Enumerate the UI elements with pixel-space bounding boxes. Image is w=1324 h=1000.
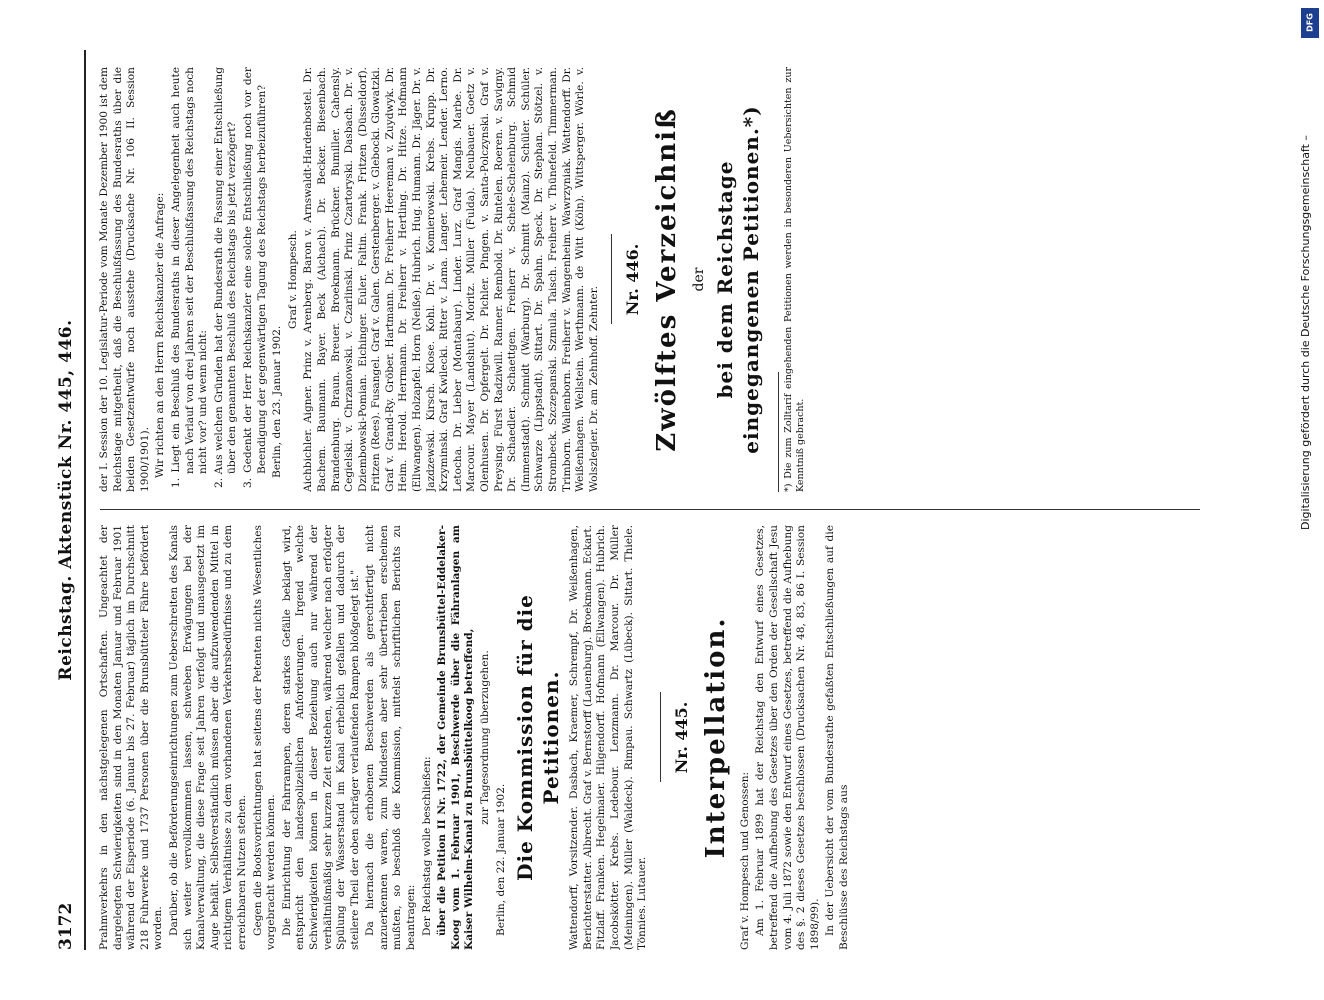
paragraph: Da hiernach die erhobenen Beschwerden als gerechtfertigt nicht anzuerkennen waren, zum Mindesten aber sehr übertrieben erscheinen mußten, so beschloß die Kommission, mittelst schriftlichen Berichts zu beantragen: xyxy=(364,525,418,950)
dfg-logo-text: DFG xyxy=(1305,13,1315,32)
paragraph: Gegen die Bootsvorrichtungen hat seitens der Petenten nichts Wesentliches vorgebracht werden können. xyxy=(251,525,278,950)
question-item: 3. Gedenkt der Herr Reichskanzler eine solche Entschließung noch vor der Beendigung der gegenwärtigen Tagung des Reichstags herbeizuführen? xyxy=(241,67,268,488)
section-heading: Zwölftes Verzeichniß xyxy=(652,107,683,452)
document-number: Nr. 445. xyxy=(671,701,691,774)
digitization-credit: Digitalisierung gefördert durch die Deutsche Forschungsgemeinschaft – xyxy=(1299,135,1312,530)
signer: Graf v. Hompesch. xyxy=(286,230,299,329)
motion-text: über die Petition II Nr. 1722, der Gemeinde Brunsbüttel-Eddelaker-Koog vom 1. Februar 1901, Beschwerde über die Fähranlagen am Kaiser Wilhelm-Kanal zu Brunsbüttelkoog betreffend, xyxy=(436,525,476,950)
rotated-page-content xyxy=(50,50,1290,950)
signatories: Aichbichler. Aigner. Prinz v. Arenberg. Baron v. Arnswaldt-Hardenbostel. Dr. Bachem. Baumann. Bayer. Beck (Aichach). Dr. Becker. Biesenbach. Brandenburg. Braun. Breuer. Broekmann. Brückner. Bumiller. Cahensly. Cegielski. v. Chrzanowski. v. Czarlinski. Prinz Czartoryski. Dasbach. Dr. v. Dziembowski-Pomian. Eichinger. Euler. Faltin. Frank. Fritzen (Düsseldorf). Fritzen (Rees). Fusangel. Graf v. Galen. Gerstenberger. v. Glebocki. Glowatzki. Graf v. Grand-Ry. Gröber. Hartmann. Dr. Freiherr Heereman v. Zuydwyk. Dr. Heim. Herold. Herrmann. Dr. Freiherr v. Hertling. Dr. Hitze. Hofmann (Ellwangen). Holzapfel. Horn (Neiße). Hubrich. Hug. Humann. Dr. Jäger. Dr. v. Jazdzewski. Kirsch. Klose. Kohl. Dr. v. Komierowski. Krebs. Krupp. Dr. Krzyminski. Graf Kwilecki. Ritter v. Lama. Langer. Lehemeir. Lender. Lerno. Letocha. Dr. Lieber (Montabaur). Linder. Lurz. Graf Mangis. Marbe. Dr. Marcour. Mayer (Landshut). Moritz. Müller (Fulda). Neubauer. Goetz v. Olenhusen. Dr. Opfergelt. Dr. Pichler. Pingen. v. Santa-Polczynski. Graf v. Preysing. Fürst Radziwill. Ranner. Rembold. Dr. Rintelen. Roeren. v. Savigny. Dr. Schaedler. Schaettgen. Freiherr v. Schele-Schelenburg. Schmid (Immenstadt). Schmidt (Warburg). Dr. Schmitt (Mainz). Schüler. Schüler. Schwarze (Lippstadt). Sittart. Dr. Spahn. Speck. Dr. Stephan. Stötzel. v. Strombeck. Szczepanski. Szmula. Taisch. Freiherr v. Thünefeld. Timmerman. Trimborn. Wallenborn. Freiherr v. Wangenheim. Wawrzyniak. Wattendorff. Dr. Weißenhagen. Wellstein. Werthmann. de Witt (Köln). Wittsperger. Wörle. v. Wolszlegier. Dr. am Zehnhoff. Zehnter. xyxy=(302,67,600,492)
paragraph: Darüber, ob die Beförderungseinrichtungen zum Ueberschreiten des Kanals sich weiter vervollkommnen lassen, schweben Erwägungen bei der Kanalverwaltung, die diese Frage seit Jahren verfolgt und unausgesetzt im Auge behält. Selbstverständlich müssen aber die aufzuwendenden Mittel in richtigem Verhältnisse zu dem vorhandenen Verkehrsbedürfnisse und zu dem erreichbaren Nutzen stehen. xyxy=(167,525,248,950)
question-list xyxy=(170,67,269,492)
paragraph: In der Uebersicht der vom Bundesrathe gefaßten Entschließungen auf die Beschlüsse des Reichstags aus xyxy=(824,525,850,950)
motion-conclusion: zur Tagesordnung überzugehen. xyxy=(479,650,492,825)
page-number: 3172 xyxy=(56,902,76,950)
commission-members: Wattendorff, Vorsitzender. Dasbach, Kraemer, Schrempf, Dr. Weißenhagen, Berichterstatter. Albrecht. Graf v. Bernstorff (Lauenburg). Broekmann. Eckart. Fitzlaff. Franken. Hegelmaier. Hilgendorff. Hofmann (Ellwangen). Hubrich. Jacobskötter. Krebs. Ledebour. Lenzmann. Dr. Marcour. Dr. Müller (Meiningen). Müller (Waldeck). Rimpau. Schwartz (Lübeck). Sittart. Thiele. Tönnies. Lutauer. xyxy=(568,525,649,950)
heading-connector: der xyxy=(691,267,708,292)
interpellation-author: Graf v. Hompesch und Genossen: xyxy=(738,771,751,950)
paragraph: Wir richten an den Herrn Reichskanzler die Anfrage: xyxy=(154,192,167,478)
right-column xyxy=(98,67,1288,492)
commission-title: Die Kommission für die Petitionen. xyxy=(513,594,564,881)
section-rule xyxy=(660,693,661,783)
column-separator xyxy=(100,509,1200,510)
footnote-rule xyxy=(778,372,779,492)
question-item: 2. Aus welchen Gründen hat der Bundesrath die Fassung einer Entschließung über den genannten Beschluß des Reichstags bis jetzt verzögert? xyxy=(212,67,239,488)
left-column xyxy=(98,525,1288,950)
paragraph: der I. Session der 10. Legislatur-Periode vom Monate Dezember 1900 ist dem Reichstage mitgetheilt, daß die Beschlußfassung des Bundesraths über die beiden Gesetzentwürfe noch ausstehe (Drucksache Nr. 106 II. Session 1900/1901). xyxy=(98,67,151,492)
section-rule xyxy=(611,235,612,325)
date-line: Berlin, den 22. Januar 1902. xyxy=(494,783,507,936)
paragraph: Prahmverkehrs in den nächstgelegenen Ortschaften. Ungeachtet der dargelegten Schwierigkeiten sind in den Monaten Januar und Februar 1901 während der Eisperiode (6. Januar bis 27. Februar) täglich im Durchschnitt 218 Fuhrwerke und 1737 Personen über die Brunsbütteler Fähre befördert worden. xyxy=(98,525,165,950)
header-rule xyxy=(84,50,86,950)
running-title: Reichstag. Aktenstück Nr. 445, 446. xyxy=(56,319,76,681)
page-header xyxy=(50,50,90,950)
dfg-logo xyxy=(1301,8,1319,38)
section-heading: Interpellation. xyxy=(700,616,731,859)
paragraph: Der Reichstag wolle beschließen: xyxy=(420,756,433,936)
section-subtitle: bei dem Reichstage eingegangenen Petitionen.*) xyxy=(713,105,764,454)
question-item: 1. Liegt ein Beschluß des Bundesraths in dieser Angelegenheit auch heute nach Verlauf von drei Jahren seit der Beschlußfassung des Reichstags noch nicht vor? und wenn nicht: xyxy=(169,67,210,488)
paragraph: Am 1. Februar 1899 hat der Reichstag den Entwurf eines Gesetzes, betreffend die Aufhebung des Gesetzes über den Orden der Gesellschaft Jesu vom 4. Juli 1872 sowie den Entwurf eines Gesetzes, betreffend die Aufhebung des §. 2 dieses Gesetzes beschlossen (Drucksachen Nr. 48, 83, 86 I. Session 1898/99). xyxy=(754,525,821,950)
date-line: Berlin, den 23. Januar 1902. xyxy=(271,325,284,478)
footnote: *) Die zum Zolltarif eingehenden Petitionen werden in besonderen Uebersichten zur Kenntniß gebracht. xyxy=(783,67,807,492)
document-number: Nr. 446. xyxy=(623,243,643,316)
paragraph: Die Einrichtung der Fahrrampen, deren starkes Gefälle beklagt wird, entspricht den landespolizeilichen Anforderungen. Irgend welche Schwierigkeiten können in dieser Beziehung auch nur während der verhältnißmäßig sehr kurzen Zeit entstehen, während welcher nach erfolgter Spülung der Wasserstand im Kanal erheblich gefallen und dadurch der steilere Theil der oben schräger verlaufenden Rampen bloßgelegt ist." xyxy=(280,525,361,950)
